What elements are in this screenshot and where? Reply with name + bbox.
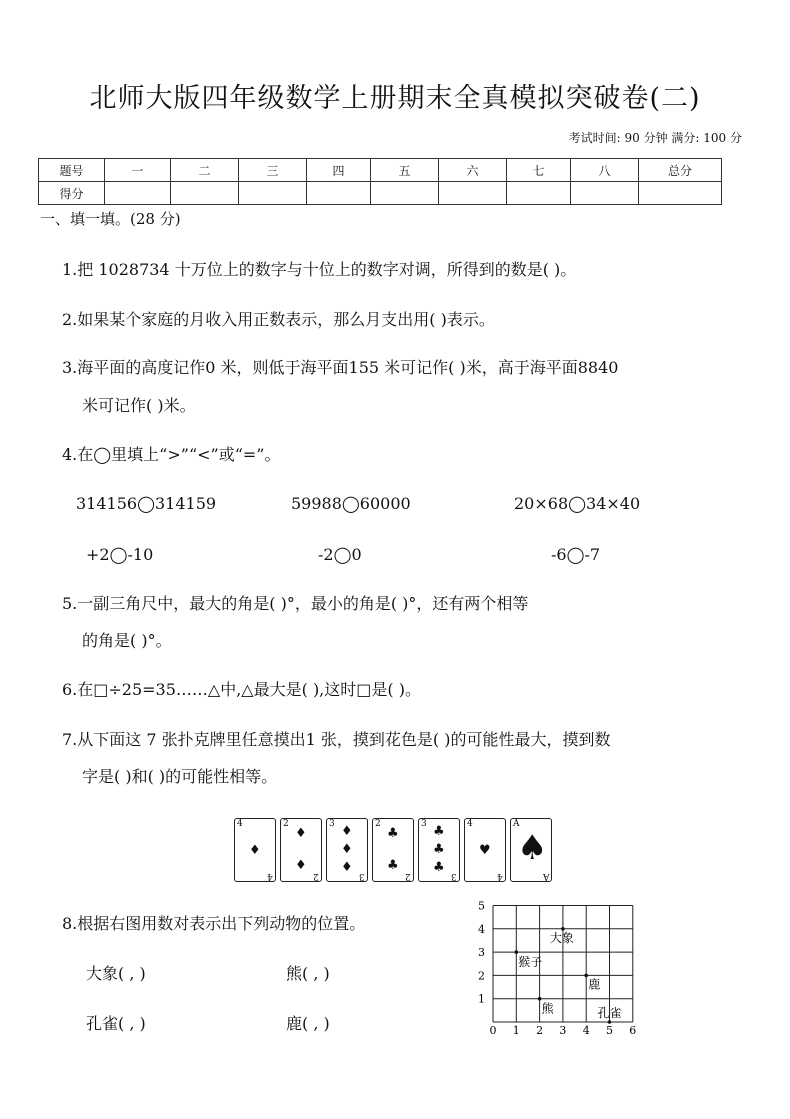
card-rank: 3 bbox=[329, 819, 335, 829]
coordinate-grid bbox=[470, 895, 650, 1035]
diamond-suit-icon: ♦ bbox=[341, 860, 353, 875]
x-tick-label: 2 bbox=[536, 1024, 544, 1035]
exam-meta: 考试时间: 90 分钟 满分: 100 分 bbox=[568, 131, 742, 145]
score-header-cell: 六 bbox=[439, 159, 507, 182]
card-rank: 4 bbox=[237, 819, 243, 829]
score-header-cell: 八 bbox=[571, 159, 639, 182]
club-suit-icon: ♣ bbox=[433, 824, 445, 839]
question-1: 1.把 1028734 十万位上的数字与十位上的数字对调，所得到的数是( )。 bbox=[62, 260, 577, 279]
animal-label: 孔雀 bbox=[597, 1006, 622, 1020]
card-rank: 4 bbox=[467, 819, 473, 829]
card-rank: 3 bbox=[451, 871, 457, 881]
page-title: 北师大版四年级数学上册期末全真模拟突破卷(二) bbox=[89, 83, 701, 114]
animal-label: 猴子 bbox=[518, 955, 543, 970]
diamond-suit-icon: ♦ bbox=[295, 826, 307, 841]
question-3-line1: 3.海平面的高度记作0 米，则低于海平面155 米可记作( )米，高于海平面8840 bbox=[62, 358, 619, 377]
playing-card bbox=[510, 818, 552, 882]
question-8: 8.根据右图用数对表示出下列动物的位置。 bbox=[62, 914, 366, 933]
playing-card bbox=[234, 818, 276, 882]
compare-item: 59988◯60000 bbox=[291, 494, 411, 513]
question-7-line2: 字是( )和( )的可能性相等。 bbox=[82, 767, 278, 786]
card-rank: 2 bbox=[313, 871, 319, 881]
club-suit-icon: ♣ bbox=[387, 858, 399, 873]
playing-card bbox=[418, 818, 460, 882]
score-header-cell: 题号 bbox=[39, 159, 105, 182]
compare-item: 314156◯314159 bbox=[76, 494, 217, 513]
question-2: 2.如果某个家庭的月收入用正数表示，那么月支出用( )表示。 bbox=[62, 310, 495, 329]
animal-point bbox=[515, 950, 519, 954]
answer-elephant: 大象( , ) bbox=[86, 964, 146, 983]
score-cell[interactable] bbox=[171, 182, 239, 205]
card-rank: A bbox=[513, 819, 520, 829]
card-rank: 4 bbox=[497, 871, 503, 881]
answer-peacock: 孔雀( , ) bbox=[86, 1014, 146, 1033]
diamond-suit-icon: ♦ bbox=[341, 824, 353, 839]
x-tick-label: 5 bbox=[606, 1024, 613, 1035]
score-header-cell: 四 bbox=[307, 159, 371, 182]
x-tick-label: 6 bbox=[629, 1024, 637, 1035]
card-rank: 2 bbox=[283, 819, 289, 829]
compare-item: +2◯-10 bbox=[86, 545, 154, 564]
answer-deer: 鹿( , ) bbox=[286, 1014, 330, 1033]
x-tick-label: 3 bbox=[559, 1024, 567, 1035]
y-tick-label: 5 bbox=[478, 899, 485, 913]
section-heading: 一、填一填。(28 分) bbox=[40, 210, 181, 228]
score-header-cell: 一 bbox=[105, 159, 171, 182]
score-cell[interactable] bbox=[307, 182, 371, 205]
card-rank: 2 bbox=[375, 819, 381, 829]
y-tick-label: 4 bbox=[478, 922, 485, 936]
score-row-label: 得分 bbox=[39, 182, 105, 205]
playing-card bbox=[326, 818, 368, 882]
score-header-cell: 七 bbox=[507, 159, 571, 182]
score-header-cell: 二 bbox=[171, 159, 239, 182]
grid-svg bbox=[470, 895, 650, 1035]
compare-item: -6◯-7 bbox=[551, 545, 601, 564]
score-cell[interactable] bbox=[507, 182, 571, 205]
card-rank: 2 bbox=[405, 871, 411, 881]
score-header-cell: 总分 bbox=[639, 159, 722, 182]
animal-point bbox=[538, 997, 542, 1001]
question-5-line1: 5.一副三角尺中，最大的角是( )°，最小的角是( )°，还有两个相等 bbox=[62, 594, 529, 613]
score-table bbox=[38, 158, 722, 205]
playing-card bbox=[372, 818, 414, 882]
compare-item: 20×68◯34×40 bbox=[514, 494, 641, 513]
y-tick-label: 2 bbox=[478, 969, 485, 983]
playing-card bbox=[280, 818, 322, 882]
score-cell[interactable] bbox=[239, 182, 307, 205]
compare-item: -2◯0 bbox=[318, 545, 362, 564]
question-4: 4.在◯里填上“>”“<”或“=”。 bbox=[62, 445, 281, 464]
score-row bbox=[39, 182, 722, 205]
score-cell[interactable] bbox=[439, 182, 507, 205]
club-suit-icon: ♣ bbox=[433, 860, 445, 875]
question-3-line2: 米可记作( )米。 bbox=[82, 396, 196, 415]
diamond-suit-icon: ♦ bbox=[341, 842, 353, 857]
playing-card bbox=[464, 818, 506, 882]
heart-suit-icon: ♥ bbox=[479, 843, 491, 858]
animal-point bbox=[608, 1020, 612, 1024]
card-rank: 3 bbox=[421, 819, 427, 829]
answer-bear: 熊( , ) bbox=[286, 964, 330, 983]
diamond-suit-icon: ♦ bbox=[295, 858, 307, 873]
animal-label: 鹿 bbox=[588, 977, 601, 992]
score-cell[interactable] bbox=[105, 182, 171, 205]
score-header-cell: 三 bbox=[239, 159, 307, 182]
x-tick-label: 0 bbox=[489, 1024, 497, 1035]
card-rank: 3 bbox=[359, 871, 365, 881]
y-tick-label: 3 bbox=[478, 946, 485, 960]
diamond-suit-icon: ♦ bbox=[249, 843, 261, 858]
score-cell[interactable] bbox=[371, 182, 439, 205]
score-cell[interactable] bbox=[571, 182, 639, 205]
y-tick-label: 1 bbox=[478, 992, 485, 1006]
card-rank: A bbox=[542, 871, 549, 881]
x-tick-label: 4 bbox=[582, 1024, 590, 1035]
question-6: 6.在□÷25=35……△中,△最大是( ),这时□是( )。 bbox=[62, 680, 421, 699]
club-suit-icon: ♣ bbox=[433, 842, 445, 857]
animal-label: 大象 bbox=[549, 930, 574, 945]
score-header-row bbox=[39, 159, 722, 182]
question-5-line2: 的角是( )°。 bbox=[82, 631, 172, 650]
club-suit-icon: ♣ bbox=[387, 826, 399, 841]
spade-suit-icon: ♠ bbox=[517, 828, 548, 868]
animal-label: 熊 bbox=[541, 1001, 554, 1016]
score-header-cell: 五 bbox=[371, 159, 439, 182]
x-tick-label: 1 bbox=[512, 1024, 520, 1035]
card-rank: 4 bbox=[267, 871, 273, 881]
question-7-line1: 7.从下面这 7 张扑克牌里任意摸出1 张，摸到花色是( )的可能性最大，摸到数 bbox=[62, 730, 611, 749]
score-cell[interactable] bbox=[639, 182, 722, 205]
